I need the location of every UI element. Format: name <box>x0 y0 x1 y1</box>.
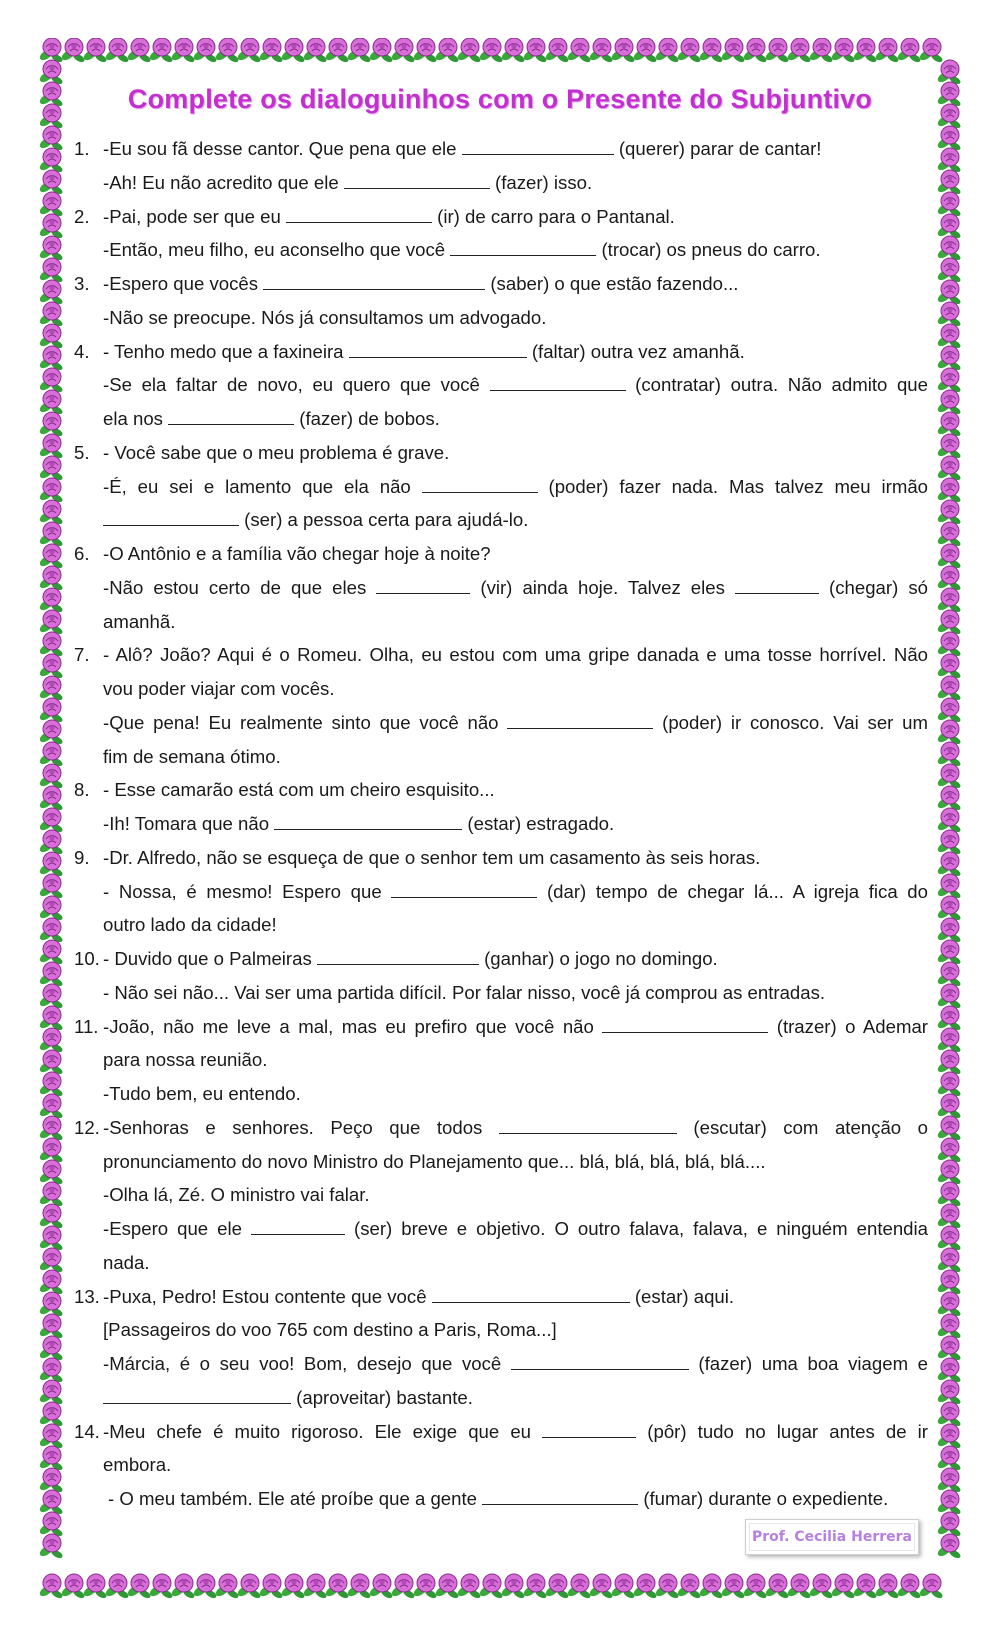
rose-ornament <box>742 38 768 64</box>
exercise-item-line <box>74 200 928 234</box>
rose-ornament <box>808 38 834 64</box>
text-segment: (ir) de carro para o Pantanal. <box>431 205 675 227</box>
rose-ornament <box>214 38 240 64</box>
text-segment: para nossa reunião. <box>103 1049 268 1071</box>
rose-ornament <box>302 38 328 64</box>
text-segment: [Passageiros do voo 765 com destino a Paris, Roma...] <box>103 1319 557 1341</box>
text-segment: (estar) aqui. <box>629 1285 735 1307</box>
rose-ornament <box>280 1574 306 1600</box>
text-segment: (contratar) outra. Não admito que <box>625 374 928 396</box>
answer-blank[interactable] <box>422 476 538 493</box>
dialogue-text <box>103 368 928 402</box>
dialogue-text <box>103 1043 928 1077</box>
text-segment: amanhã. <box>103 610 176 632</box>
rose-ornament <box>38 1574 64 1600</box>
rose-ornament <box>126 38 152 64</box>
text-segment: (trocar) os pneus do carro. <box>596 239 821 261</box>
dialogue-text <box>108 1482 928 1516</box>
rose-ornament <box>936 1534 962 1560</box>
answer-blank[interactable] <box>263 273 485 290</box>
dialogue-line <box>74 1381 928 1415</box>
dialogue-line <box>74 875 928 909</box>
rose-ornament <box>192 1574 218 1600</box>
page-title: Complete os dialoguinhos com o Presente do Subjuntivo <box>127 84 873 114</box>
text-segment: -Ih! Tomara que não <box>103 813 275 834</box>
exercise-list <box>74 132 928 1516</box>
rose-ornament <box>808 1574 834 1600</box>
rose-ornament <box>874 1574 900 1600</box>
dialogue-text <box>103 470 928 504</box>
author-name: Prof. Cecilia Herrera <box>749 1523 915 1551</box>
answer-blank[interactable] <box>490 374 626 391</box>
item-number: 7. <box>74 644 90 666</box>
dialogue-line <box>74 1482 928 1516</box>
item-number: 6. <box>74 543 90 564</box>
text-segment: outro lado da cidade! <box>103 914 277 936</box>
rose-ornament <box>610 1574 636 1600</box>
dialogue-text <box>103 1212 928 1246</box>
item-number: 5. <box>74 441 90 463</box>
rose-ornament <box>478 1574 504 1600</box>
rose-ornament <box>82 1574 108 1600</box>
text-segment: (ganhar) o jogo no domingo. <box>478 948 718 969</box>
exercise-item-line <box>74 1111 928 1145</box>
rose-ornament <box>170 38 196 64</box>
text-segment: vou poder viajar com vocês. <box>103 678 335 699</box>
rose-ornament <box>148 38 174 64</box>
dialogue-line <box>74 976 928 1010</box>
rose-ornament <box>38 1534 64 1560</box>
rose-ornament <box>258 1574 284 1600</box>
dialogue-line <box>74 402 928 436</box>
text-segment: (fazer) isso. <box>489 171 593 193</box>
exercise-item-line <box>74 537 928 571</box>
dialogue-line <box>74 1077 928 1111</box>
exercise-item-line <box>74 132 928 166</box>
dialogue-line <box>74 706 928 740</box>
answer-blank[interactable] <box>450 239 596 256</box>
dialogue-text <box>103 1178 928 1212</box>
dialogue-text <box>103 1381 928 1415</box>
item-number: 10. <box>74 948 100 969</box>
dialogue-line <box>74 605 928 639</box>
rose-ornament <box>60 38 86 64</box>
text-segment: - Esse camarão está com um cheiro esquisito... <box>103 779 495 801</box>
text-segment: (querer) parar de cantar! <box>613 138 822 159</box>
dialogue-text <box>103 1415 928 1449</box>
text-segment: -Então, meu filho, eu aconselho que você <box>103 239 451 261</box>
dialogue-text <box>103 301 928 335</box>
dialogue-line <box>74 1145 928 1179</box>
dialogue-line <box>74 368 928 402</box>
dialogue-line <box>74 740 928 774</box>
text-segment: (vir) ainda hoje. Talvez eles <box>470 576 735 598</box>
text-segment: -Senhoras e senhores. Peço que todos <box>103 1116 499 1138</box>
text-segment: -Tudo bem, eu entendo. <box>103 1083 301 1104</box>
rose-ornament <box>544 1574 570 1600</box>
rose-ornament <box>170 1574 196 1600</box>
dialogue-text <box>103 908 928 942</box>
text-segment: (trazer) o Ademar <box>768 1015 928 1037</box>
answer-blank[interactable] <box>511 1353 689 1370</box>
dialogue-text <box>103 132 928 166</box>
rose-ornament <box>896 38 922 64</box>
rose-ornament <box>434 38 460 64</box>
dialogue-line <box>74 166 928 200</box>
text-segment: -Dr. Alfredo, não se esqueça de que o senhor tem um casamento às seis horas. <box>103 846 761 868</box>
item-number: 2. <box>74 205 90 227</box>
dialogue-text <box>103 267 928 301</box>
text-segment: fim de semana ótimo. <box>103 745 281 767</box>
dialogue-text <box>103 1448 928 1482</box>
text-segment: -É, eu sei e lamento que ela não <box>103 475 422 497</box>
rose-ornament <box>720 1574 746 1600</box>
text-segment: (saber) o que estão fazendo... <box>485 273 739 294</box>
rose-ornament <box>874 38 900 64</box>
dialogue-text <box>103 335 928 369</box>
rose-ornament <box>214 1574 240 1600</box>
dialogue-text <box>103 436 928 470</box>
dialogue-text <box>103 1313 928 1347</box>
text-segment: (faltar) outra vez amanhã. <box>526 340 745 362</box>
exercise-item-line <box>74 841 928 875</box>
item-number: 4. <box>74 340 90 362</box>
dialogue-line <box>74 807 928 841</box>
answer-blank[interactable] <box>462 138 614 155</box>
rose-ornament <box>566 38 592 64</box>
text-segment: -Pai, pode ser que eu <box>103 205 286 227</box>
text-segment: pronunciamento do novo Ministro do Planejamento que... blá, blá, blá, blá, blá.... <box>103 1150 766 1172</box>
dialogue-text <box>103 605 928 639</box>
dialogue-text <box>103 200 928 234</box>
dialogue-line <box>74 301 928 335</box>
text-segment: -Márcia, é o seu voo! Bom, desejo que você <box>103 1353 511 1374</box>
rose-ornament <box>324 38 350 64</box>
text-segment: -Não estou certo de que eles <box>103 576 377 598</box>
dialogue-text <box>103 1280 928 1314</box>
text-segment: -Eu sou fã desse cantor. Que pena que ele <box>103 138 462 159</box>
rose-ornament <box>368 38 394 64</box>
rose-ornament <box>368 1574 394 1600</box>
rose-ornament <box>698 38 724 64</box>
text-segment: (dar) tempo de chegar lá... A igreja fica do <box>537 880 928 902</box>
dialogue-line <box>74 233 928 267</box>
text-segment: -João, não me leve a mal, mas eu prefiro que você não <box>103 1015 603 1037</box>
answer-blank[interactable] <box>103 509 239 526</box>
text-segment: - Não sei não... Vai ser uma partida difícil. Por falar nisso, você já comprou as entradas. <box>103 981 826 1003</box>
rose-ornament <box>104 38 130 64</box>
rose-ornament <box>720 38 746 64</box>
rose-ornament <box>104 1574 130 1600</box>
dialogue-text <box>103 1347 928 1381</box>
rose-ornament <box>500 1574 526 1600</box>
dialogue-text <box>103 773 928 807</box>
exercise-item-line <box>74 436 928 470</box>
exercise-item-line <box>74 1010 928 1044</box>
text-segment: (chegar) só <box>818 576 928 598</box>
rose-ornament <box>456 38 482 64</box>
rose-ornament <box>324 1574 350 1600</box>
exercise-item-line <box>74 335 928 369</box>
rose-ornament <box>456 1574 482 1600</box>
dialogue-line <box>74 1212 928 1246</box>
rose-ornament <box>126 1574 152 1600</box>
rose-ornament <box>148 1574 174 1600</box>
rose-ornament <box>478 38 504 64</box>
dialogue-text <box>103 807 928 841</box>
text-segment: -Que pena! Eu realmente sinto que você não <box>103 711 508 733</box>
rose-ornament <box>654 1574 680 1600</box>
rose-ornament <box>896 1574 922 1600</box>
answer-blank[interactable] <box>499 1117 677 1134</box>
rose-ornament <box>764 38 790 64</box>
rose-ornament <box>918 1574 944 1600</box>
rose-ornament <box>544 38 570 64</box>
answer-blank[interactable] <box>286 206 432 223</box>
text-segment: (pôr) tudo no lugar antes de ir <box>636 1420 928 1442</box>
rose-ornament <box>236 1574 262 1600</box>
text-segment: (fazer) de bobos. <box>294 408 440 429</box>
answer-blank[interactable] <box>317 948 479 965</box>
text-segment: (ser) breve e objetivo. O outro falava, falava, e ninguém entendia <box>345 1218 928 1239</box>
answer-blank[interactable] <box>735 577 819 594</box>
rose-ornament <box>346 1574 372 1600</box>
dialogue-text <box>103 571 928 605</box>
answer-blank[interactable] <box>344 172 490 189</box>
text-segment: -Espero que vocês <box>103 273 264 294</box>
dialogue-text <box>103 976 928 1010</box>
rose-ornament <box>830 38 856 64</box>
rose-ornament <box>412 1574 438 1600</box>
exercise-item-line <box>74 267 928 301</box>
text-segment: -Meu chefe é muito rigoroso. Ele exige que eu <box>103 1420 543 1442</box>
dialogue-line <box>74 571 928 605</box>
dialogue-text <box>103 672 928 706</box>
text-segment: - Alô? João? Aqui é o Romeu. Olha, eu estou com uma gripe danada e uma tosse horrível. Não <box>103 644 928 666</box>
answer-blank[interactable] <box>103 1387 291 1404</box>
item-number: 11. <box>74 1015 99 1037</box>
answer-blank[interactable] <box>432 1286 630 1303</box>
dialogue-line <box>74 1313 928 1347</box>
rose-ornament <box>742 1574 768 1600</box>
dialogue-text <box>103 233 928 267</box>
answer-blank[interactable] <box>168 408 294 425</box>
rose-ornament <box>786 1574 812 1600</box>
rose-ornament <box>390 38 416 64</box>
answer-blank[interactable] <box>602 1016 768 1033</box>
text-segment: (escutar) com atenção o <box>676 1116 928 1138</box>
rose-ornament <box>786 38 812 64</box>
rose-ornament <box>390 1574 416 1600</box>
rose-ornament <box>236 38 262 64</box>
item-number: 13. <box>74 1285 100 1307</box>
text-segment: nada. <box>103 1251 150 1273</box>
exercise-item-line <box>74 1415 928 1449</box>
text-segment: -O Antônio e a família vão chegar hoje à noite? <box>103 543 491 564</box>
rose-ornament <box>676 1574 702 1600</box>
rose-ornament <box>588 38 614 64</box>
rose-ornament <box>764 1574 790 1600</box>
item-number: 3. <box>74 273 90 294</box>
text-segment: - Nossa, é mesmo! Espero que <box>103 880 392 902</box>
text-segment: (fazer) uma boa viagem e <box>688 1353 928 1374</box>
dialogue-text <box>103 638 928 672</box>
rose-ornament <box>82 38 108 64</box>
dialogue-line <box>74 470 928 504</box>
dialogue-text <box>103 503 928 537</box>
dialogue-line <box>74 1448 928 1482</box>
dialogue-text <box>103 537 928 571</box>
item-number: 8. <box>74 779 90 801</box>
answer-blank[interactable] <box>349 341 527 358</box>
rose-ornament <box>192 38 218 64</box>
rose-ornament <box>346 38 372 64</box>
rose-ornament <box>566 1574 592 1600</box>
rose-ornament <box>918 38 944 64</box>
text-segment: (aproveitar) bastante. <box>291 1386 473 1408</box>
dialogue-text <box>103 841 928 875</box>
text-segment: (estar) estragado. <box>462 813 615 834</box>
item-number: 1. <box>74 138 90 159</box>
rose-ornament <box>434 1574 460 1600</box>
text-segment: -Se ela faltar de novo, eu quero que você <box>103 374 490 396</box>
rose-ornament <box>412 38 438 64</box>
dialogue-text <box>103 1145 928 1179</box>
dialogue-line <box>74 1246 928 1280</box>
text-segment: - O meu também. Ele até proíbe que a gente <box>108 1488 483 1509</box>
rose-ornament <box>852 1574 878 1600</box>
item-number: 12. <box>74 1116 100 1138</box>
dialogue-line <box>74 1178 928 1212</box>
rose-ornament <box>588 1574 614 1600</box>
dialogue-line <box>74 672 928 706</box>
answer-blank[interactable] <box>507 712 653 729</box>
rose-ornament <box>632 38 658 64</box>
dialogue-text <box>103 875 928 909</box>
dialogue-text <box>103 740 928 774</box>
text-segment: embora. <box>103 1454 172 1476</box>
dialogue-line <box>74 503 928 537</box>
dialogue-text <box>103 166 928 200</box>
rose-ornament <box>60 1574 86 1600</box>
rose-ornament <box>830 1574 856 1600</box>
dialogue-text <box>103 942 928 976</box>
rose-ornament <box>522 38 548 64</box>
rose-ornament <box>280 38 306 64</box>
answer-blank[interactable] <box>542 1421 636 1438</box>
rose-ornament <box>258 38 284 64</box>
rose-ornament <box>610 38 636 64</box>
item-number: 14. <box>74 1420 100 1442</box>
rose-ornament <box>852 38 878 64</box>
text-segment: - Você sabe que o meu problema é grave. <box>103 441 450 463</box>
dialogue-text <box>103 1010 928 1044</box>
rose-ornament <box>676 38 702 64</box>
text-segment: (ser) a pessoa certa para ajudá-lo. <box>239 509 529 531</box>
dialogue-line <box>74 908 928 942</box>
text-segment: -Ah! Eu não acredito que ele <box>103 171 344 193</box>
dialogue-line <box>74 1347 928 1381</box>
text-segment: (poder) fazer nada. Mas talvez meu irmão <box>537 475 928 497</box>
answer-blank[interactable] <box>482 1488 638 1505</box>
dialogue-text <box>103 1246 928 1280</box>
rose-ornament <box>632 1574 658 1600</box>
dialogue-line <box>74 1043 928 1077</box>
answer-blank[interactable] <box>274 813 462 830</box>
answer-blank[interactable] <box>251 1218 345 1235</box>
text-segment: -Não se preocupe. Nós já consultamos um advogado. <box>103 306 547 328</box>
rose-ornament <box>698 1574 724 1600</box>
text-segment: -Puxa, Pedro! Estou contente que você <box>103 1285 432 1307</box>
text-segment: -Espero que ele <box>103 1218 252 1239</box>
exercise-item-line <box>74 1280 928 1314</box>
dialogue-text <box>103 1111 928 1145</box>
rose-ornament <box>302 1574 328 1600</box>
dialogue-text <box>103 1077 928 1111</box>
answer-blank[interactable] <box>376 577 470 594</box>
text-segment: (poder) ir conosco. Vai ser um <box>653 711 928 733</box>
text-segment: (fumar) durante o expediente. <box>638 1488 889 1509</box>
author-badge <box>745 1519 919 1555</box>
text-segment: -Olha lá, Zé. O ministro vai falar. <box>103 1184 370 1206</box>
rose-ornament <box>500 38 526 64</box>
dialogue-text <box>103 706 928 740</box>
rose-ornament <box>522 1574 548 1600</box>
rose-ornament <box>654 38 680 64</box>
text-segment: - Tenho medo que a faxineira <box>103 340 349 362</box>
answer-blank[interactable] <box>391 881 537 898</box>
exercise-item-line <box>74 773 928 807</box>
exercise-item-line <box>74 638 928 672</box>
dialogue-text <box>103 402 928 436</box>
text-segment: ela nos <box>103 408 169 429</box>
item-number: 9. <box>74 846 90 868</box>
exercise-item-line <box>74 942 928 976</box>
text-segment: - Duvido que o Palmeiras <box>103 948 317 969</box>
